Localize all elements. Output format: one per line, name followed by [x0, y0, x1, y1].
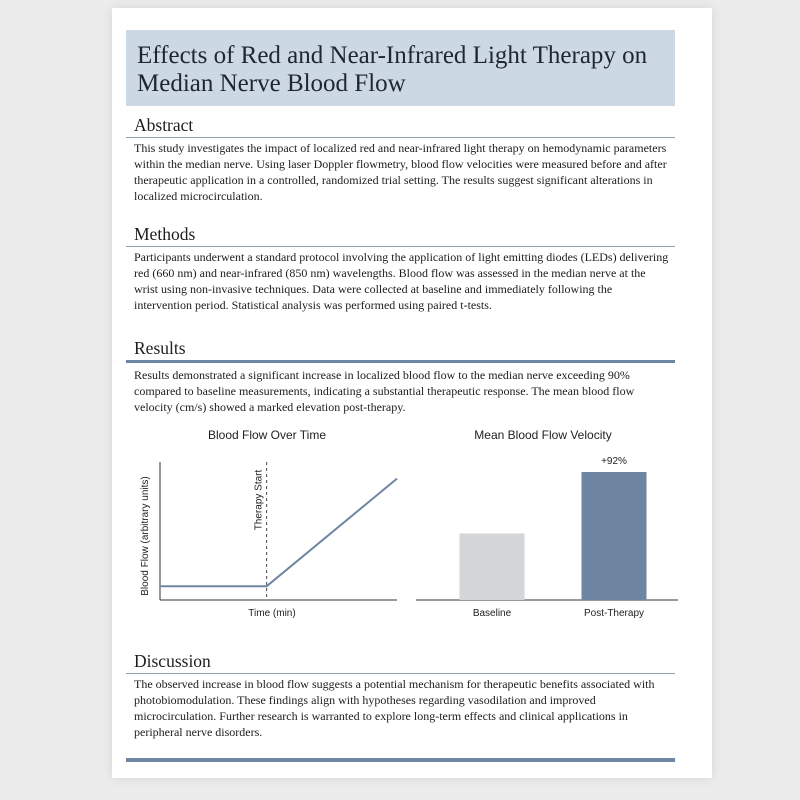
paper-title: Effects of Red and Near-Infrared Light Therapy on Median Nerve Blood Flow — [137, 42, 648, 97]
methods-rule — [126, 246, 675, 247]
line-chart-ylabel: Blood Flow (arbitrary units) — [140, 476, 151, 596]
methods-text: Participants underwent a standard protocol involving the application of light emitting diodes (LEDs) delivering red (660 nm) and near-infrared (850 nm) wavelengths. Blood flow was assessed in the median nerve at the wrist using non-invasive techniques. Data were collected at baseline and immediately following the intervention period. Statistical analysis was performed using paired t-tests. — [134, 250, 669, 312]
line-chart-xlabel: Time (min) — [248, 608, 296, 619]
discussion-rule — [126, 673, 675, 674]
title-banner — [126, 30, 675, 106]
bar-post-therapy — [582, 472, 647, 600]
bar-category-label: Post-Therapy — [583, 608, 645, 619]
methods-heading: Methods — [134, 224, 196, 244]
blood-flow-series-line — [160, 479, 397, 587]
bar-baseline — [460, 533, 525, 600]
results-heading: Results — [134, 338, 186, 358]
results-rule — [126, 360, 675, 363]
bar-chart-title: Mean Blood Flow Velocity — [474, 428, 612, 442]
bar-category-label: Baseline — [472, 608, 512, 619]
discussion-heading: Discussion — [134, 651, 211, 671]
bar-data-label: +92% — [601, 456, 627, 467]
paper-sheet — [112, 8, 712, 778]
bar-chart — [412, 450, 682, 630]
abstract-rule — [126, 137, 675, 138]
therapy-start-label: Therapy Start — [253, 469, 265, 531]
line-chart — [132, 450, 412, 630]
results-text: Results demonstrated a significant increase in localized blood flow to the median nerve exceeding 90% compared to baseline measurements, indicating a substantial therapeutic response. The mean blood flow velocity (cm/s) showed a marked elevation post-therapy. — [134, 368, 635, 414]
footer-rule — [126, 758, 675, 762]
abstract-heading: Abstract — [134, 115, 194, 135]
line-chart-title: Blood Flow Over Time — [207, 428, 327, 442]
abstract-text: This study investigates the impact of localized red and near-infrared light therapy on hemodynamic parameters within the median nerve. Using laser Doppler flowmetry, blood flow velocities were measured before and after therapeutic application in a controlled, randomized trial setting. The results suggest significant alterations in localized microcirculation. — [134, 141, 667, 203]
discussion-text: The observed increase in blood flow suggests a potential mechanism for therapeutic benefits associated with photobiomodulation. These findings align with hypotheses regarding vasodilation and improved microcirculation. Further research is warranted to explore long-term effects and clinical applications in peripheral nerve disorders. — [134, 677, 655, 739]
